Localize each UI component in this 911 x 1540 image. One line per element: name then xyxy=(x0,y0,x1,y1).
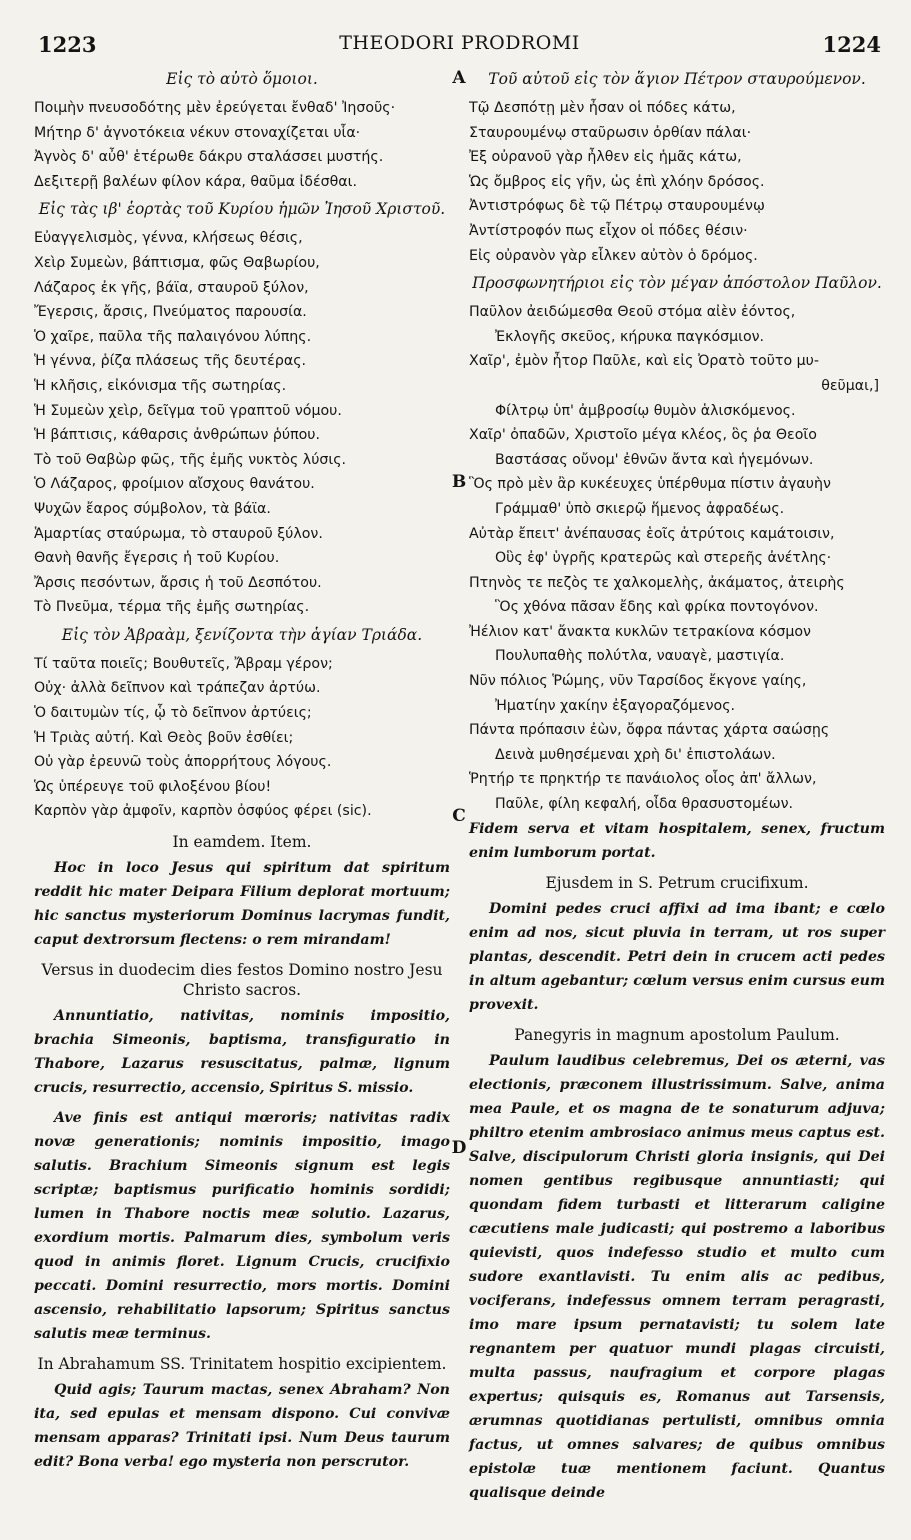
verse-line: Ὁ χαῖρε, παῦλα τῆς παλαιγόνου λύπης. xyxy=(34,328,312,345)
verse-line: Ἀγνὸς δ' αὖθ' ἑτέρωθε δάκρυ σταλάσσει μυστής. xyxy=(34,149,384,166)
verse-block xyxy=(469,300,885,816)
running-title: THEODORI PRODROMI xyxy=(339,32,580,54)
verse-line: Ἀντιστρόφως δὲ τῷ Πέτρῳ σταυρουμένῳ xyxy=(469,198,765,215)
poem-title: Προσφωνητήριοι εἰς τὸν μέγαν ἀπόστολον Παῦλον. xyxy=(472,274,882,293)
verse-line: Τὸ Πνεῦμα, τέρμα τῆς ἐμῆς σωτηρίας. xyxy=(34,599,310,616)
section-heading: In eamdem. Item. xyxy=(172,833,312,852)
verse-line: Φίλτρῳ ὑπ' ἀμβροσίῳ θυμὸν ἁλισκόμενος. xyxy=(495,402,796,419)
verse-line: Ἡ Τριὰς αὐτή. Καὶ Θεὸς βοῦν ἐσθίει; xyxy=(34,729,294,746)
verse-line: Ὃς πρὸ μὲν ἂρ κυκέευχες ὑπέρθυμα πίστιν ἀγαυὴν xyxy=(469,476,831,493)
poem-title: Εἰς τὰς ιβ' ἑορτὰς τοῦ Κυρίου ἡμῶν Ἰησοῦ Χριστοῦ. xyxy=(38,200,446,219)
verse-line: Παῦλε, φίλη κεφαλή, οἶδα θρασυστομέων. xyxy=(495,796,794,813)
two-column-body xyxy=(34,64,885,1511)
verse-line: Ψυχῶν ἔαρος σύμβολον, τὰ βάϊα. xyxy=(34,500,271,517)
verse-line: Μήτηρ δ' ἀγνοτόκεια νέκυν στοναχίζεται υἷα· xyxy=(34,124,361,141)
poem-title: Τοῦ αὐτοῦ εἰς τὸν ἅγιον Πέτρον σταυρούμενον. xyxy=(488,70,866,88)
section-heading: Versus in duodecim dies festos Domino nostro Jesu Christo sacros. xyxy=(41,961,443,1000)
verse-block xyxy=(34,652,450,824)
verse-line: Ἐξ οὐρανοῦ γὰρ ἦλθεν εἰς ἡμᾶς κάτω, xyxy=(469,149,742,166)
verse-line: Ποιμὴν πνευσοδότης μὲν ἐρεύγεται ἔνθαδ' Ἰησοῦς· xyxy=(34,100,396,116)
verse-line: Ἡ γέννα, ῥίζα πλάσεως τῆς δευτέρας. xyxy=(34,353,307,370)
right-page-number: 1224 xyxy=(822,32,881,57)
verse-line: Γράμμαθ' ὑπὸ σκιερῷ ἥμενος ἀφραδέως. xyxy=(495,500,785,517)
verse-line: Ἡ Συμεὼν χεὶρ, δεῖγμα τοῦ γραπτοῦ νόμου. xyxy=(34,402,342,419)
section-heading: Panegyris in magnum apostolum Paulum. xyxy=(514,1025,840,1044)
latin-paragraph: Hoc in loco Jesus qui spiritum dat spiritum reddit hic mater Deipara Filium deplorat mortuum; hic sanctus mysteriorum Dominus lacrymas fundit, caput dextrorsum flectens: o rem mirandam! xyxy=(34,860,450,949)
latin-paragraph: Quid agis; Taurum mactas, senex Abraham? Non ita, sed epulas et mensam dispono. Cui convivæ mensam apparas? Trinitati ipsi. Num Deus taurum edit? Bona verba! ego mysteria non perscrutor. xyxy=(34,1382,450,1471)
right-column xyxy=(469,64,885,1511)
verse-line: Ὃς χθόνα πᾶσαν ἔδης καὶ φρίκα ποντογόνον. xyxy=(495,599,819,616)
verse-line: Οὐχ· ἀλλὰ δεῖπνον καὶ τράπεζαν ἀρτύω. xyxy=(34,680,321,697)
poem-title: Εἰς τὸ αὐτὸ ὅμοιοι. xyxy=(166,70,318,88)
verse-line: Ἠέλιον κατ' ἄνακτα κυκλῶν τετρακίονα κόσμον xyxy=(469,623,811,640)
section-heading: Ejusdem in S. Petrum crucifixum. xyxy=(545,873,809,892)
verse-line: Ἔγερσις, ἄρσις, Πνεύματος παρουσία. xyxy=(34,304,307,321)
verse-line: Παῦλον ἀειδώμεσθα Θεοῦ στόμα αἰὲν ἐόντος, xyxy=(469,304,796,321)
verse-line: Πτηνὸς τε πεζὸς τε χαλκομελὴς, ἀκάματος, ἀτειρὴς xyxy=(469,574,845,591)
verse-line: Ἄρσις πεσόντων, ἄρσις ἡ τοῦ Δεσπότου. xyxy=(34,574,322,591)
verse-line: Θανὴ θανῆς ἔγερσις ἡ τοῦ Κυρίου. xyxy=(34,550,280,567)
verse-line: Αὐτὰρ ἔπειτ' ἀνέπαυσας ἑοῖς ἀτρύτοις καμάτοισιν, xyxy=(469,525,835,542)
verse-line: Ἀντίστροφόν πως εἶχον οἱ πόδες θέσιν· xyxy=(469,222,748,239)
latin-paragraph: Domini pedes cruci affixi ad ima ibant; e cœlo enim ad nos, sicut pluvia in terram, ut ros super plantas, descendit. Petri dein in crucem acti pedes in altum agebantur; cœlum versus enim cursus eum provexit. xyxy=(469,900,885,1013)
verse-line: Τῷ Δεσπότῃ μὲν ἦσαν οἱ πόδες κάτω, xyxy=(469,100,736,116)
verse-line: Καρπὸν γὰρ ἀμφοῖν, καρπὸν ὀσφύος φέρει (sic). xyxy=(34,803,372,820)
margin-letter-c: C xyxy=(452,806,466,826)
margin-letter-d: D xyxy=(451,1138,467,1158)
verse-line: Χαῖρ', ἐμὸν ἦτορ Παῦλε, καὶ εἰς Ὀρατὸ τοῦτο μυ- xyxy=(469,353,819,370)
verse-line: Ἡ βάπτισις, κάθαρσις ἀνθρώπων ῥύπου. xyxy=(34,427,321,444)
verse-line: Νῦν πόλιος Ῥώμης, νῦν Ταρσίδος ἔκγονε γαίης, xyxy=(469,673,807,690)
verse-line: Ἁμαρτίας σταύρωμα, τὸ σταυροῦ ξύλον. xyxy=(34,525,323,542)
verse-line: Χαῖρ' ὀπαδῶν, Χριστοῖο μέγα κλέος, ὃς ῥα Θεοῖο xyxy=(469,427,817,444)
latin-paragraph: Ave finis est antiqui mœroris; nativitas radix novæ generationis; nominis impositio, imago salutis. Brachium Simeonis signum est legis scriptæ; baptismus purificatio hominis sordidi; lumen in Thabore noctis meæ solutio. Lazarus, exordium mortis. Palmarum dies, symbolum veris quod in animis floret. Lignum Crucis, crucifixio peccati. Domini resurrectio, mors mortis. Domini ascensio, rehabilitatio lapsorum; Spiritus sanctus salutis meæ terminus. xyxy=(34,1110,450,1343)
verse-line: Λάζαρος ἐκ γῆς, βάϊα, σταυροῦ ξύλον, xyxy=(34,279,309,296)
verse-line: Πουλυπαθὴς πολύτλα, ναυαγὲ, μαστιγία. xyxy=(495,648,785,665)
margin-letter-b: B xyxy=(451,472,467,492)
verse-line: Ὁ δαιτυμὼν τίς, ᾧ τὸ δεῖπνον ἀρτύεις; xyxy=(34,705,312,722)
section-heading: In Abrahamum SS. Trinitatem hospitio excipientem. xyxy=(37,1355,447,1374)
verse-block xyxy=(34,96,450,194)
verse-line: Πάντα πρόπασιν ἐὼν, ὄφρα πάντας χάρτα σαώσῃς xyxy=(469,722,830,739)
left-page-number: 1223 xyxy=(38,32,97,57)
verse-block xyxy=(34,226,450,324)
verse-line: Εἰς οὐρανὸν γὰρ εἷλκεν αὐτὸν ὁ δρόμος. xyxy=(469,247,758,264)
verse-line: Βαστάσας οὔνομ' ἐθνῶν ἄντα καὶ ἡγεμόνων. xyxy=(495,451,814,468)
verse-block xyxy=(34,325,450,620)
verse-line: Τί ταῦτα ποιεῖς; Βουθυτεῖς, Ἄβραμ γέρον; xyxy=(34,655,333,672)
verse-line: Σταυρουμένῳ σταῦρωσιν ὀρθίαν πάλαι· xyxy=(469,124,752,141)
left-column xyxy=(34,64,450,1511)
verse-line: Ὁ Λάζαρος, φροίμιον αἴσχους θανάτου. xyxy=(34,476,315,493)
latin-paragraph: Paulum laudibus celebremus, Dei os æterni, vas electionis, præconem illustrissimum. Salve, anima mea Paule, et os magna de te sonaturum adjuva; philtro etenim ambrosiaco animus meus captus est. Salve, discipulorum Christi gloria insignis, qui Dei nomen gentibus regibusque annuntiasti; qui quondam fidem turbasti et litterarum caligine cæcutiens male judicasti; qui postremo a laboribus quievisti, quos indefesso studio et multo cum sudore exantlavisti. Tu enim alis ac pedibus, vociferans, indefessus omnem terram peragrasti, imo mare ipsum pernatavisti; tu solem late regnantem per quatuor mundi plagas circuisti, multa passus, naufragium et corpore plagas expertus; quisquis es, Romanus aut Tarsensis, ærumnas quotidianas pertulisti, omnibus omnia factus, ut omnes salvares; de quibus omnibus epistolæ tuæ mentionem faciunt. Quantus qualisque deinde xyxy=(469,1052,885,1501)
latin-paragraph: Annuntiatio, nativitas, nominis impositio, brachia Simeonis, baptisma, transfiguratio in Thabore, Lazarus resuscitatus, palmæ, lignum crucis, resurrectio, accensio, Spiritus S. missio. xyxy=(34,1008,450,1097)
verse-line: Εὐαγγελισμὸς, γέννα, κλήσεως θέσις, xyxy=(34,230,303,247)
verse-line: Ἡ κλῆσις, εἰκόνισμα τῆς σωτηρίας. xyxy=(34,377,287,394)
verse-block xyxy=(469,96,885,268)
margin-letter-a: A xyxy=(452,68,466,88)
verse-line: Χεὶρ Συμεὼν, βάπτισμα, φῶς Θαβωρίου, xyxy=(34,254,320,271)
verse-line: Δεξιτερῇ βαλέων φίλον κάρα, θαῦμα ἰδέσθαι. xyxy=(34,173,357,190)
latin-paragraph: Fidem serva et vitam hospitalem, senex, fructum enim lumborum portat. xyxy=(469,820,885,861)
verse-line: Οὐ γὰρ ἐρευνῶ τοὺς ἀπορρήτους λόγους. xyxy=(34,754,332,771)
verse-line: Τὸ τοῦ Θαβὼρ φῶς, τῆς ἐμῆς νυκτὸς λύσις. xyxy=(34,451,347,468)
verse-line: Οὓς ἐφ' ὑγρῆς κρατερῶς καὶ στερεῆς ἀνέτλης· xyxy=(495,550,832,567)
verse-line: Δεινὰ μυθησέμεναι χρὴ δι' ἐπιστολάων. xyxy=(495,746,776,763)
verse-line: Ῥητήρ τε πρηκτήρ τε πανάιολος οἷος ἀπ' ἄλλων, xyxy=(469,771,817,788)
verse-line: Ἠματίην χακίην ἐξαγοραζόμενος. xyxy=(495,697,736,714)
verse-line: Ἐκλογῆς σκεῦος, κήρυκα παγκόσμιον. xyxy=(495,328,765,345)
poem-title: Εἰς τὸν Ἀβραὰμ, ξενίζοντα τὴν ἁγίαν Τριάδα. xyxy=(61,625,423,644)
page-header xyxy=(34,30,885,60)
verse-line: Ὡς ὄμβρος εἰς γῆν, ὡς ἐπὶ χλόην δρόσος. xyxy=(469,173,765,190)
verse-line: θεῦμαι,] xyxy=(821,377,879,394)
verse-line: Ὡς ὑπέρευγε τοῦ φιλοξένου βίου! xyxy=(34,778,272,795)
